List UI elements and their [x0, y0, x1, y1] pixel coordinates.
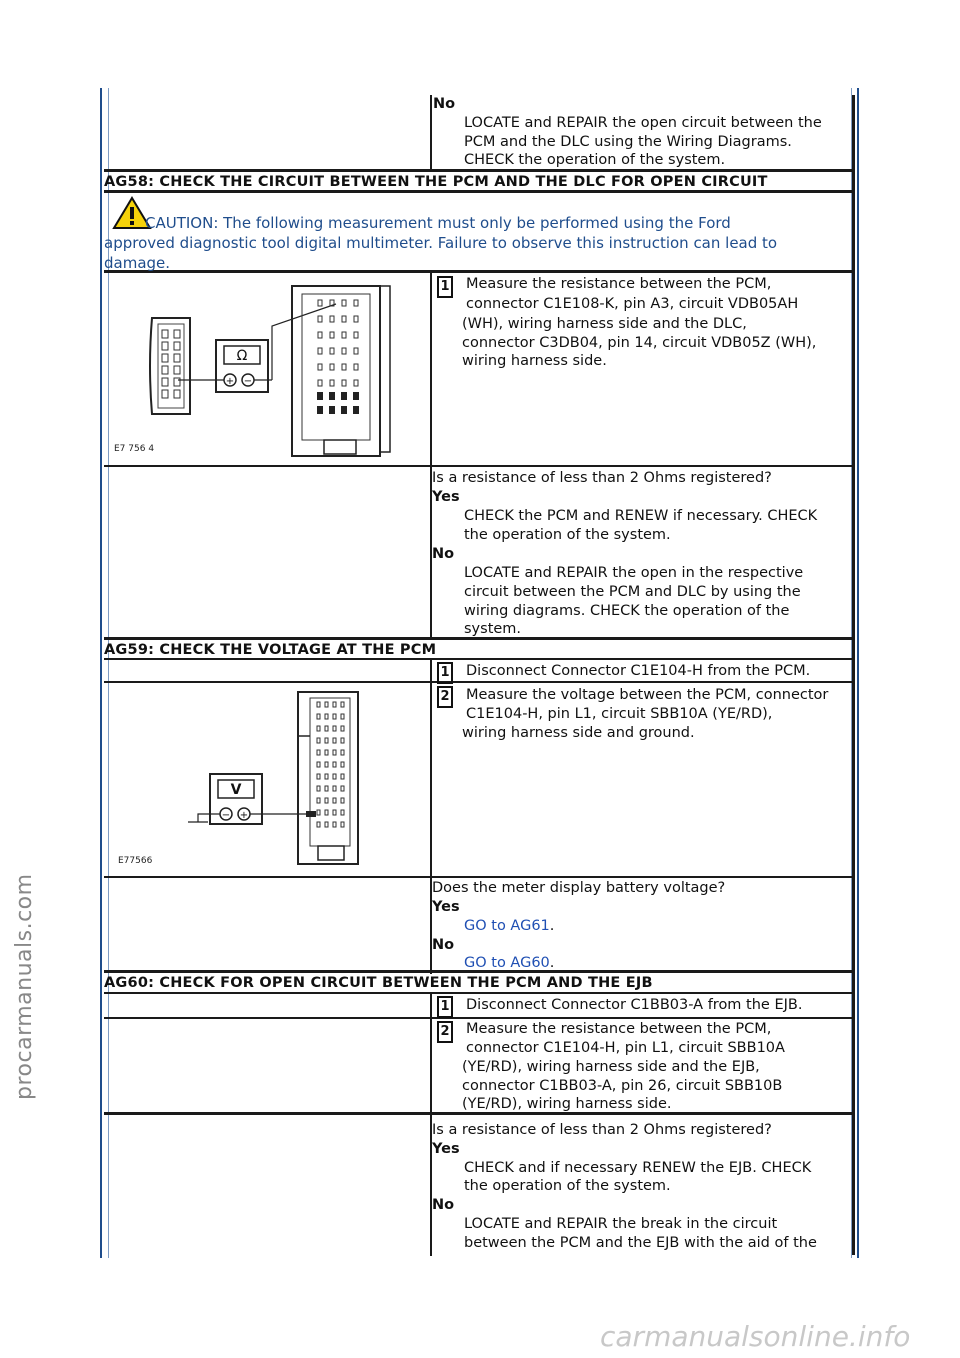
- step-number: 2: [437, 686, 453, 708]
- step-number: 1: [437, 276, 453, 298]
- ag60-yes-line: the operation of the system.: [464, 1178, 671, 1194]
- ag60-step2-line: Measure the resistance between the PCM,: [466, 1021, 772, 1037]
- ag60-question: Is a resistance of less than 2 Ohms registered?: [432, 1122, 772, 1138]
- ag59-no-line: [464, 954, 554, 973]
- ag58-no-line: LOCATE and REPAIR the open in the respective: [464, 565, 804, 581]
- ag58-heading: AG58: CHECK THE CIRCUIT BETWEEN THE PCM AND THE DLC FOR OPEN CIRCUIT: [104, 174, 768, 190]
- svg-text:+: +: [225, 376, 235, 387]
- ag60-heading: AG60: CHECK FOR OPEN CIRCUIT BETWEEN THE PCM AND THE EJB: [104, 975, 653, 991]
- ag58-no-line: system.: [464, 621, 522, 637]
- period: .: [549, 955, 555, 971]
- ag59-yes-line: [464, 917, 554, 936]
- top-no-line: CHECK the operation of the system.: [464, 152, 726, 168]
- top-no-label: No: [433, 96, 456, 112]
- caution-line: approved diagnostic tool digital multimeter. Failure to observe this instruction can lead to: [104, 234, 778, 252]
- ag59-step2-line: C1E104-H, pin L1, circuit SBB10A (YE/RD),: [466, 706, 773, 722]
- ag58-no-label: No: [432, 546, 455, 562]
- step-number: 2: [437, 1021, 453, 1043]
- step-number: 1: [437, 996, 453, 1018]
- row-rule: [104, 465, 855, 467]
- ag60-yes-label: Yes: [432, 1141, 460, 1157]
- right-cell-border: [852, 95, 855, 1255]
- go-to-ag61-link[interactable]: GO to AG61: [464, 918, 550, 934]
- ag60-step2-line: connector C1BB03-A, pin 26, circuit SBB10B: [462, 1078, 783, 1094]
- volt-symbol: V: [230, 782, 242, 798]
- ag58-step1-line: connector C1E108-K, pin A3, circuit VDB05AH: [466, 296, 799, 312]
- ag60-no-line: LOCATE and REPAIR the break in the circuit: [464, 1216, 778, 1232]
- ag60-step2-line: (YE/RD), wiring harness side and the EJB,: [462, 1059, 760, 1075]
- ag59-yes-label: Yes: [432, 899, 460, 915]
- figure-label: E77566: [118, 856, 153, 866]
- ag58-no-line: wiring diagrams. CHECK the operation of the: [464, 603, 790, 619]
- ag60-no-label: No: [432, 1197, 455, 1213]
- ag59-question: Does the meter display battery voltage?: [432, 880, 726, 896]
- ag58-question: Is a resistance of less than 2 Ohms registered?: [432, 470, 772, 486]
- caution-line: damage.: [104, 254, 171, 272]
- footer-watermark: carmanualsonline.info: [600, 1320, 911, 1353]
- ag59-heading: AG59: CHECK THE VOLTAGE AT THE PCM: [104, 642, 437, 658]
- row-rule: [104, 681, 855, 683]
- figure-label: E7 756 4: [114, 444, 155, 454]
- ag58-step1-line: (WH), wiring harness side and the DLC,: [462, 316, 747, 332]
- column-divider: [430, 95, 432, 171]
- period: .: [549, 918, 555, 934]
- caution-line: CAUTION: The following measurement must only be performed using the Ford: [145, 214, 731, 232]
- top-no-line: PCM and the DLC using the Wiring Diagrams.: [464, 134, 792, 150]
- ag58-yes-line: the operation of the system.: [464, 527, 671, 543]
- ag58-step1-line: Measure the resistance between the PCM,: [466, 276, 772, 292]
- svg-text:−: −: [243, 376, 253, 387]
- sidebar-watermark: procarmanuals.com: [12, 873, 37, 1100]
- row-rule: [104, 1017, 855, 1019]
- page-border-right: [857, 88, 859, 1258]
- ag59-step2-line: wiring harness side and ground.: [462, 725, 695, 741]
- ag58-yes-label: Yes: [432, 489, 460, 505]
- column-divider: [430, 272, 432, 640]
- row-rule: [104, 270, 855, 273]
- ag58-no-line: circuit between the PCM and DLC by using the: [464, 584, 801, 600]
- row-rule: [104, 992, 855, 994]
- svg-text:+: +: [239, 810, 249, 821]
- ag58-yes-line: CHECK the PCM and RENEW if necessary. CHECK: [464, 508, 818, 524]
- ag59-step2-line: Measure the voltage between the PCM, connector: [466, 687, 829, 703]
- ag60-step2-line: connector C1E104-H, pin L1, circuit SBB10A: [466, 1040, 785, 1056]
- ag59-step1: Disconnect Connector C1E104-H from the PCM.: [466, 663, 811, 679]
- ohm-symbol: Ω: [236, 348, 248, 364]
- figure-pcm-voltage: [112, 686, 428, 872]
- ag60-step2-line: (YE/RD), wiring harness side.: [462, 1096, 672, 1112]
- column-divider: [430, 660, 432, 974]
- svg-text:−: −: [221, 810, 231, 821]
- ag60-yes-line: CHECK and if necessary RENEW the EJB. CHECK: [464, 1160, 812, 1176]
- ag58-step1-line: wiring harness side.: [462, 353, 607, 369]
- figure-dlc-pcm-resistance: [112, 276, 428, 462]
- row-rule: [104, 876, 855, 878]
- step-number: 1: [437, 662, 453, 684]
- go-to-ag60-link[interactable]: GO to AG60: [464, 955, 550, 971]
- page-border-left: [100, 88, 102, 1258]
- ag60-no-line: between the PCM and the EJB with the aid of the: [464, 1235, 817, 1251]
- ag59-no-label: No: [432, 937, 455, 953]
- ag60-step1: Disconnect Connector C1BB03-A from the EJB.: [466, 997, 803, 1013]
- ag58-step1-line: connector C3DB04, pin 14, circuit VDB05Z (WH),: [462, 335, 817, 351]
- top-no-line: LOCATE and REPAIR the open circuit between the: [464, 115, 822, 131]
